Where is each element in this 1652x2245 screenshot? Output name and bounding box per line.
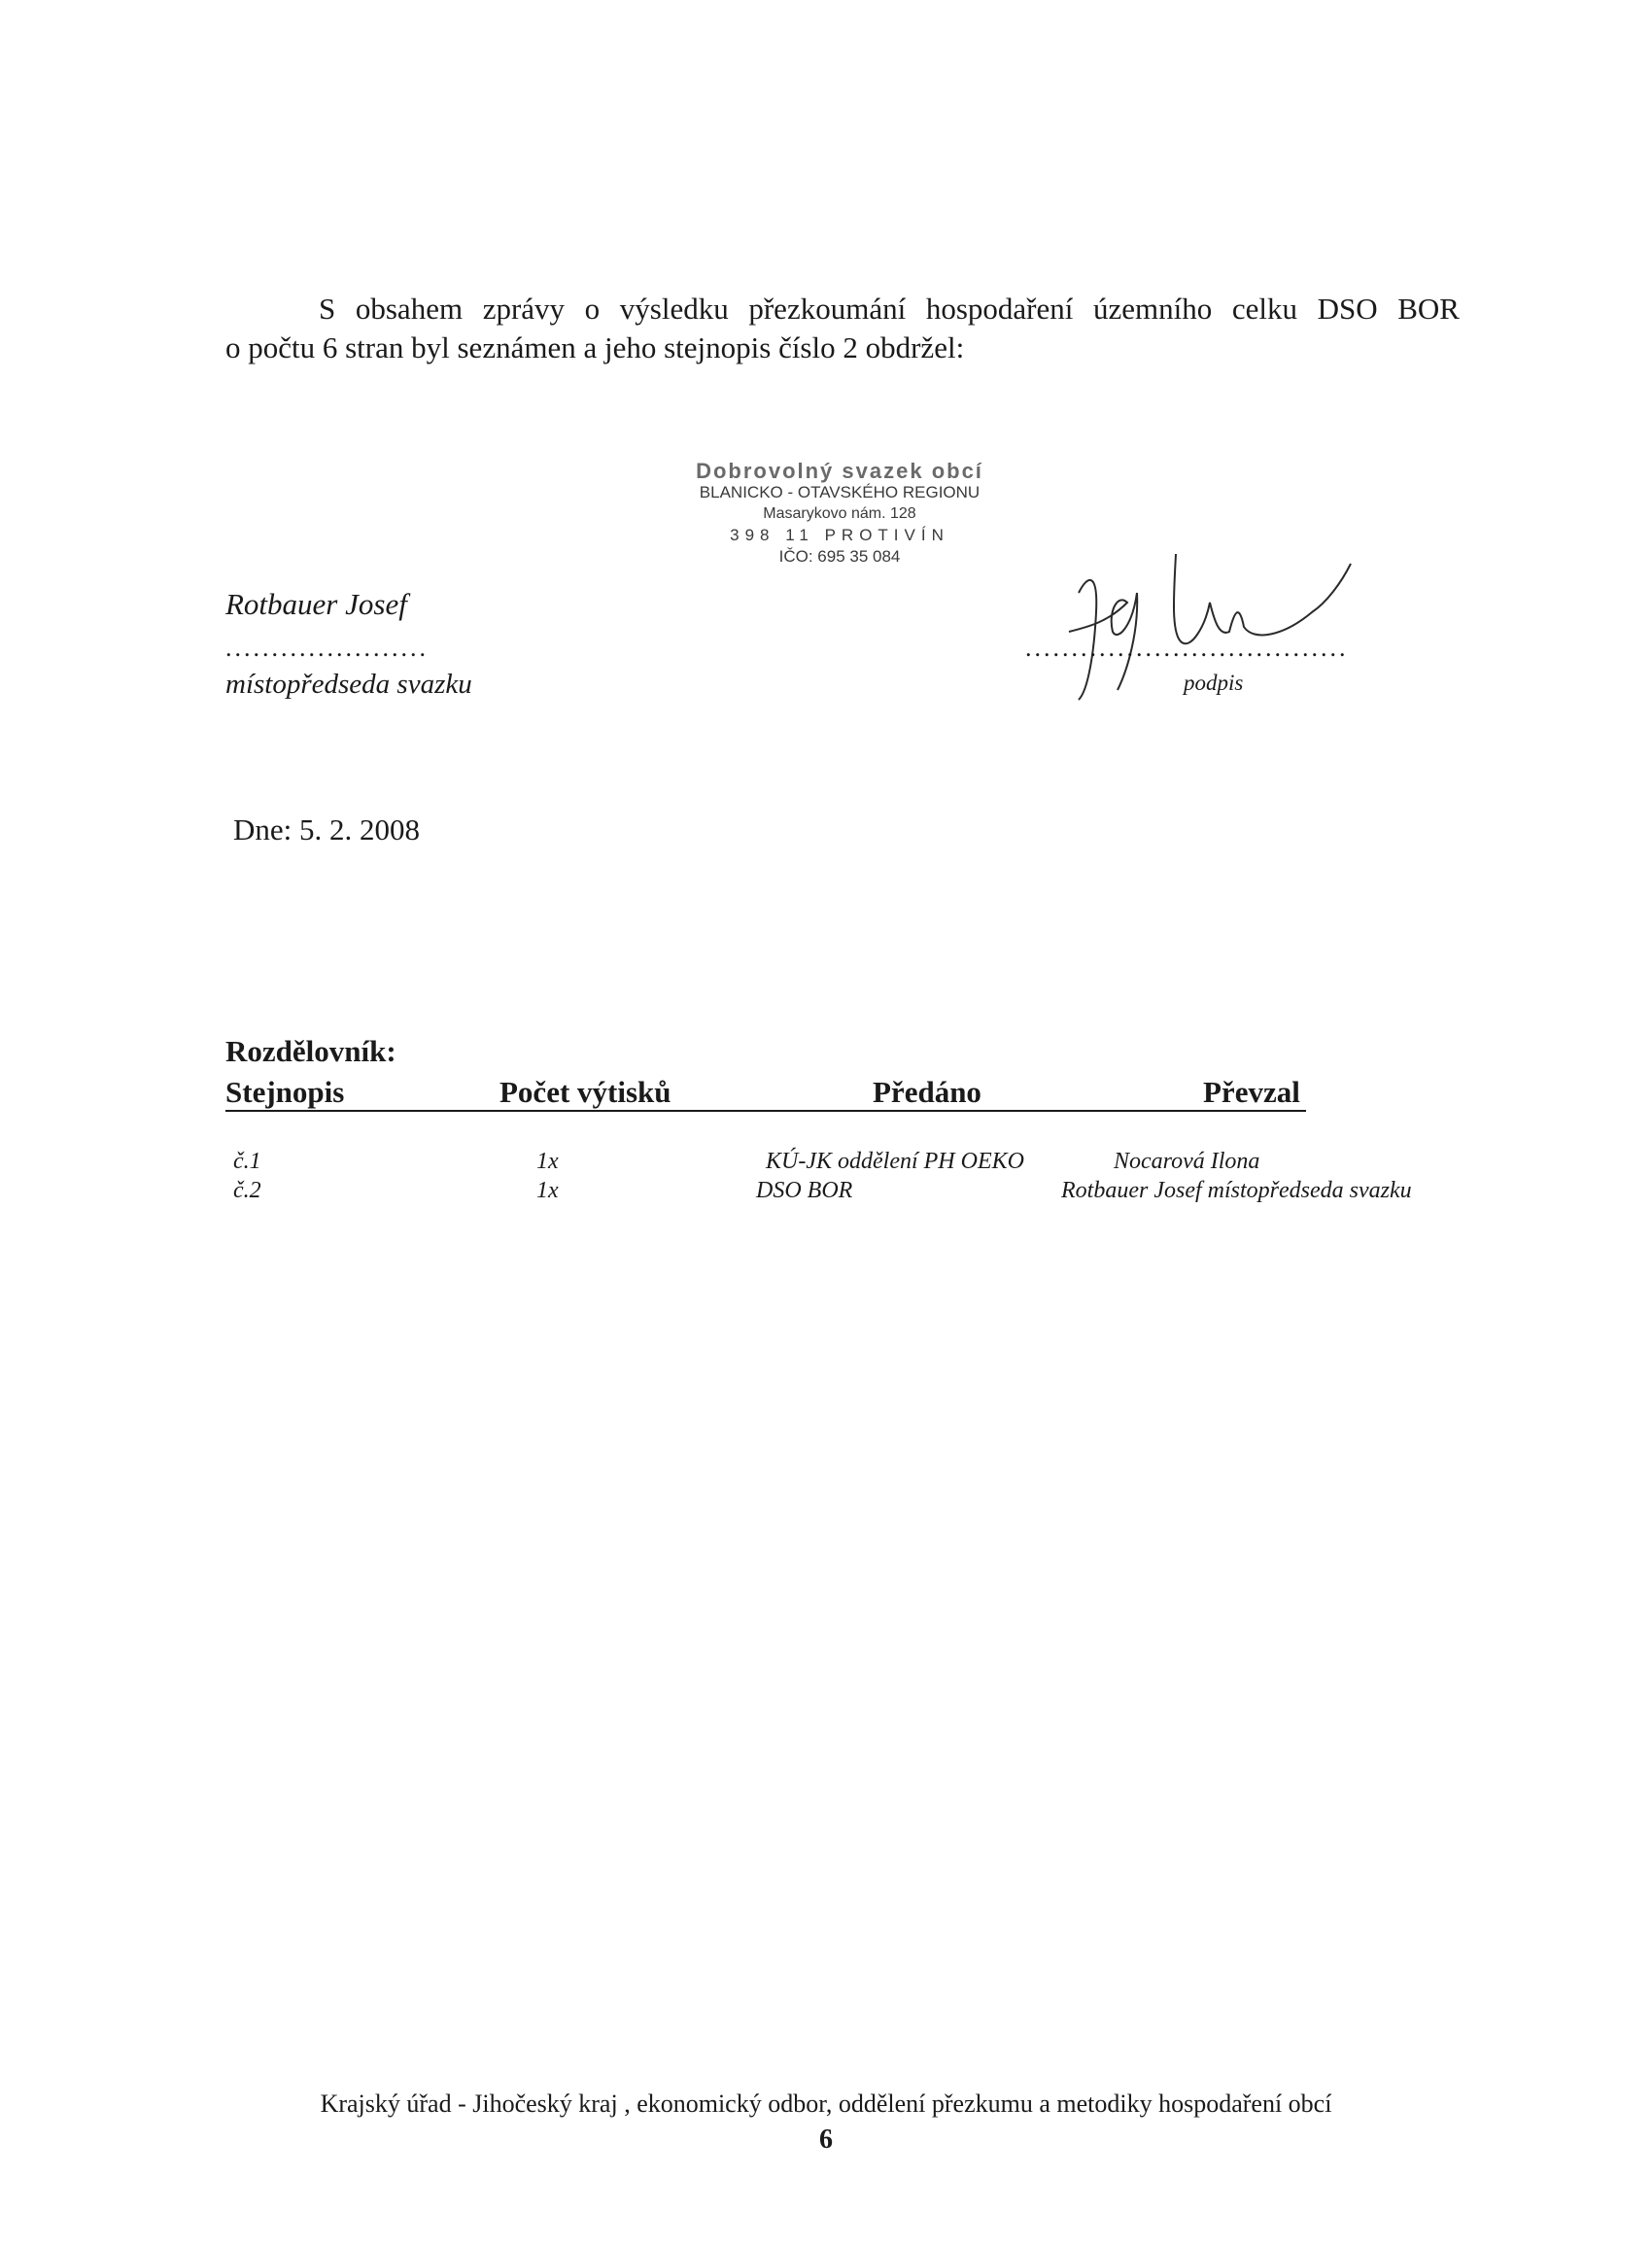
header-stejnopis: Stejnopis bbox=[225, 1075, 345, 1109]
intro-paragraph bbox=[225, 290, 1460, 367]
signatory-role: místopředseda svazku bbox=[225, 669, 472, 700]
document-date: Dne: 5. 2. 2008 bbox=[233, 812, 421, 846]
stamp-line-1: Dobrovolný svazek obcí bbox=[696, 459, 983, 483]
page-number: 6 bbox=[819, 2124, 833, 2155]
stamp-line-3: Masarykovo nám. 128 bbox=[763, 505, 916, 522]
signatory-dots: ...................... bbox=[225, 634, 429, 662]
intro-line-2: o počtu 6 stran byl seznámen a jeho stejnopis číslo 2 obdržel: bbox=[225, 330, 965, 364]
stamp-line-2: BLANICKO - OTAVSKÉHO REGIONU bbox=[699, 483, 981, 501]
signature-dots: ................................... bbox=[1025, 634, 1349, 662]
table-cell: 1x bbox=[536, 1178, 559, 1203]
table-cell: č.1 bbox=[233, 1149, 261, 1174]
signatory-name: Rotbauer Josef bbox=[225, 587, 407, 621]
header-predano: Předáno bbox=[873, 1075, 981, 1109]
header-underline bbox=[225, 1110, 1306, 1112]
table-cell: 1x bbox=[536, 1149, 559, 1174]
distribution-title: Rozdělovník: bbox=[225, 1034, 396, 1068]
table-cell: Rotbauer Josef místopředseda svazku bbox=[1061, 1178, 1412, 1203]
header-pocet-vytisku: Počet výtisků bbox=[499, 1075, 671, 1109]
table-cell: Nocarová Ilona bbox=[1114, 1149, 1260, 1174]
stamp-line-5: IČO: 695 35 084 bbox=[778, 547, 901, 566]
signature-label: podpis bbox=[1184, 671, 1244, 695]
table-cell: KÚ-JK oddělení PH OEKO bbox=[766, 1149, 1024, 1174]
page-footer: Krajský úřad - Jihočeský kraj , ekonomický odbor, oddělení přezkumu a metodiky hospodaření obcí bbox=[320, 2090, 1332, 2118]
intro-line-1: S obsahem zprávy o výsledku přezkoumání hospodaření územního celku DSO BOR bbox=[319, 292, 1460, 326]
table-cell: DSO BOR bbox=[756, 1178, 853, 1203]
organization-stamp bbox=[645, 461, 1034, 568]
table-cell: č.2 bbox=[233, 1178, 261, 1203]
header-prevzal: Převzal bbox=[1203, 1075, 1300, 1109]
stamp-line-4: 398 11 PROTIVÍN bbox=[730, 526, 949, 544]
